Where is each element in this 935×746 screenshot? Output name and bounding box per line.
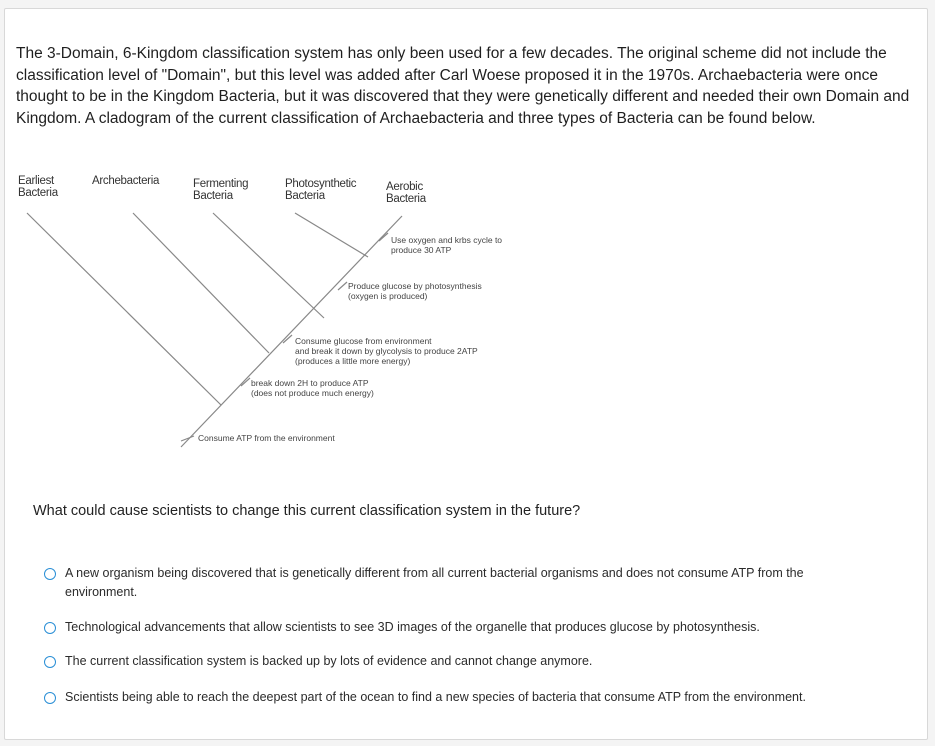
answer-option-3[interactable] — [44, 652, 904, 671]
answer-option-text: Technological advancements that allow scientists to see 3D images of the organelle that produces glucose by photosynthesis. — [65, 620, 760, 634]
answer-option-text: A new organism being discovered that is genetically different from all current bacterial organisms and does not consume ATP from the environment. — [65, 566, 804, 599]
answer-option-1[interactable] — [44, 564, 864, 602]
trait-tick-aerobic — [379, 233, 388, 241]
question-prompt: What could cause scientists to change this current classification system in the future? — [33, 503, 581, 519]
taxon-fermenting-bacteria: Fermenting Bacteria — [193, 178, 249, 202]
trait-aerobic-respiration: Use oxygen and krbs cycle to produce 30 ATP — [391, 235, 503, 255]
taxon-archebacteria: Archebacteria — [92, 175, 160, 187]
trait-photosynthesis: Produce glucose by photosynthesis (oxygen is produced) — [348, 281, 482, 301]
taxon-aerobic-bacteria: Aerobic Bacteria — [386, 181, 426, 205]
main-branch — [181, 216, 402, 447]
answer-option-text: The current classification system is backed up by lots of evidence and cannot change anymore. — [65, 654, 593, 668]
trait-tick-photosynthesis — [338, 282, 347, 290]
branch-earliest-bacteria — [27, 213, 221, 405]
branch-photosynthetic-bacteria — [295, 213, 368, 257]
answer-option-2[interactable] — [44, 618, 904, 637]
answer-option-4[interactable] — [44, 688, 914, 707]
radio-button-icon[interactable] — [44, 656, 56, 668]
trait-glycolysis: Consume glucose from environment and break it down by glycolysis to produce 2ATP (produces a little more energy) — [295, 336, 478, 366]
branch-fermenting-bacteria — [213, 213, 324, 318]
radio-button-icon[interactable] — [44, 622, 56, 634]
radio-button-icon[interactable] — [44, 692, 56, 704]
trait-consume-atp: Consume ATP from the environment — [198, 433, 335, 443]
radio-button-icon[interactable] — [44, 568, 56, 580]
branch-archebacteria — [133, 213, 269, 353]
intro-paragraph: The 3-Domain, 6-Kingdom classification system has only been used for a few decades. The original scheme did not include the classification level of "Domain", but this level was added after Carl Woese proposed it in the 1970s. Archaebacteria were once thought to be in the Kingdom Bacteria, but it was discovered that they were genetically different and needed their own Domain and Kingdom. A cladogram of the current classification of Archaebacteria and three types of Bacteria can be found below. — [16, 45, 910, 127]
taxon-photosynthetic-bacteria: Photosynthetic Bacteria — [285, 178, 357, 202]
taxon-earliest-bacteria: Earliest Bacteria — [18, 175, 58, 199]
trait-break-down-2h: break down 2H to produce ATP (does not produce much energy) — [251, 378, 374, 398]
answer-option-text: Scientists being able to reach the deepest part of the ocean to find a new species of bacteria that consume ATP from the environment. — [65, 690, 806, 704]
